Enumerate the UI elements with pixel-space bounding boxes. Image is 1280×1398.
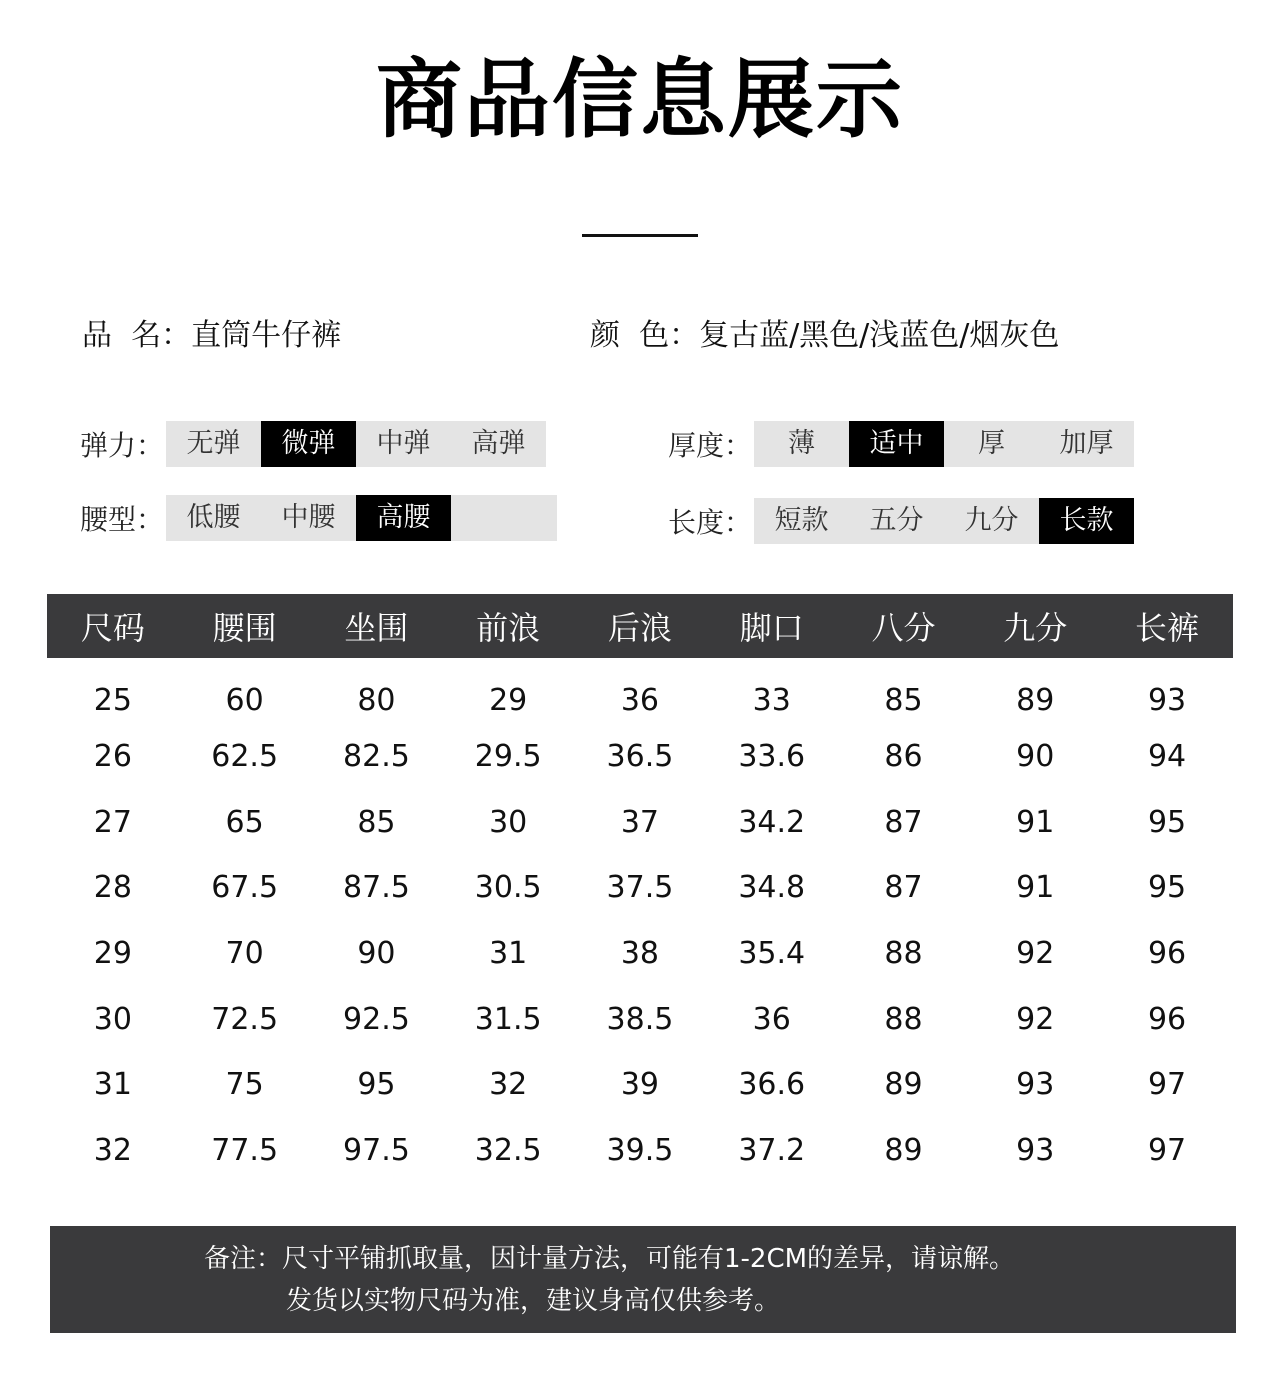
table-cell: 30: [93, 1001, 132, 1037]
table-cell: 39.5: [606, 1133, 674, 1169]
table-cell: 91: [1016, 804, 1055, 840]
elasticity-option-selected: 微弹: [261, 421, 356, 467]
table-cell: 88: [884, 1001, 923, 1037]
note-line-1: 备注：尺寸平铺抓取量，因计量方法，可能有1-2CM的差异，请谅解。: [204, 1244, 1016, 1274]
table-cell: 36.5: [606, 739, 674, 775]
table-header: 后浪: [607, 609, 672, 647]
size-table: [47, 594, 1233, 1184]
table-cell: 95: [357, 1067, 396, 1103]
table-cell: 82.5: [343, 739, 410, 775]
table-cell: 87: [884, 870, 923, 906]
table-cell: 31.5: [474, 1001, 542, 1037]
table-cell: 91: [1016, 870, 1055, 906]
table-cell: 89: [1016, 682, 1055, 718]
table-header: 前浪: [476, 609, 541, 647]
table-cell: 60: [225, 682, 264, 718]
length-option: 短款: [774, 505, 829, 536]
table-cell: 29.5: [474, 739, 542, 775]
table-cell: 25: [93, 682, 132, 718]
table-row: [47, 1052, 1233, 1118]
elasticity-attribute: [80, 421, 546, 467]
table-cell: 33.6: [738, 739, 806, 775]
table-cell: 37: [620, 804, 660, 840]
table-cell: 30.5: [474, 870, 542, 906]
elasticity-option: 中弹: [376, 428, 431, 459]
elasticity-label: 弹力：: [80, 429, 165, 462]
table-cell: 31: [93, 1067, 132, 1103]
table-cell: 88: [884, 936, 923, 972]
table-header-row: [47, 594, 1233, 658]
note-box: [50, 1226, 1236, 1333]
table-cell: 92: [1016, 1001, 1055, 1037]
product-name-value: 直筒牛仔裤: [191, 318, 342, 353]
table-cell: 37.2: [738, 1133, 806, 1169]
thickness-option-selected: 适中: [849, 421, 944, 467]
table-cell: 33: [752, 682, 791, 718]
table-cell: 96: [1147, 936, 1187, 972]
thickness-attribute: [668, 421, 1134, 467]
table-cell: 32: [93, 1133, 132, 1169]
table-cell: 86: [884, 739, 923, 775]
table-cell: 29: [489, 682, 528, 718]
waist-label: 腰型：: [80, 503, 165, 536]
thickness-options: [754, 421, 1134, 467]
table-cell: 97.5: [343, 1133, 410, 1169]
waist-option: 低腰: [186, 502, 241, 533]
table-cell: 85: [357, 804, 396, 840]
length-option-selected: 长款: [1039, 498, 1134, 544]
table-header: 九分: [1003, 609, 1068, 647]
thickness-option: 薄: [788, 428, 815, 459]
table-cell: 26: [93, 739, 132, 775]
table-row: [47, 724, 1233, 790]
table-cell: 94: [1147, 739, 1187, 775]
table-cell: 93: [1016, 1133, 1055, 1169]
table-cell: 29: [93, 936, 132, 972]
table-cell: 87.5: [343, 870, 410, 906]
table-cell: 89: [884, 1133, 923, 1169]
length-options: [754, 498, 1134, 544]
table-cell: 93: [1016, 1067, 1055, 1103]
length-option: 九分: [964, 505, 1019, 536]
title-divider: [582, 234, 698, 237]
table-header: 坐围: [344, 609, 409, 647]
table-cell: 95: [1147, 804, 1187, 840]
table-cell: 95: [1147, 870, 1187, 906]
table-cell: 34.8: [738, 870, 806, 906]
table-cell: 38.5: [606, 1001, 674, 1037]
table-cell: 65: [225, 804, 264, 840]
table-header: 腰围: [212, 609, 277, 647]
table-cell: 30: [489, 804, 528, 840]
thickness-label: 厚度：: [668, 429, 753, 462]
waist-option: 中腰: [281, 502, 336, 533]
table-cell: 31: [489, 936, 528, 972]
elasticity-options: [166, 421, 546, 467]
table-cell: 70: [225, 936, 264, 972]
table-row: [47, 986, 1233, 1052]
table-cell: 92: [1016, 936, 1055, 972]
table-row: [47, 855, 1233, 921]
waist-option-filler: [451, 495, 557, 541]
product-name-label: 品 名：: [82, 318, 192, 353]
thickness-option: 厚: [978, 428, 1005, 459]
table-cell: 90: [357, 936, 396, 972]
table-cell: 75: [225, 1067, 264, 1103]
page-title: 商品信息展示: [376, 50, 904, 150]
table-cell: 36: [620, 682, 660, 718]
table-cell: 32.5: [474, 1133, 542, 1169]
table-cell: 77.5: [211, 1133, 279, 1169]
table-cell: 89: [884, 1067, 923, 1103]
table-cell: 85: [884, 682, 923, 718]
table-cell: 36.6: [738, 1067, 806, 1103]
table-cell: 32: [489, 1067, 528, 1103]
waist-option-selected: 高腰: [356, 495, 451, 541]
table-cell: 92.5: [343, 1001, 410, 1037]
waist-options: [166, 495, 557, 541]
table-cell: 37.5: [606, 870, 674, 906]
elasticity-option: 无弹: [186, 428, 241, 459]
table-cell: 62.5: [211, 739, 279, 775]
table-header: 长裤: [1135, 609, 1200, 647]
table-cell: 67.5: [211, 870, 279, 906]
table-cell: 28: [93, 870, 132, 906]
table-cell: 35.4: [738, 936, 806, 972]
length-attribute: [668, 498, 1134, 544]
table-cell: 97: [1147, 1067, 1187, 1103]
length-option: 五分: [869, 505, 924, 536]
waist-attribute: [80, 495, 557, 541]
table-cell: 27: [93, 804, 132, 840]
product-color-value: 复古蓝/黑色/浅蓝色/烟灰色: [699, 318, 1060, 353]
table-header: 八分: [871, 609, 936, 647]
table-row: [47, 921, 1233, 987]
table-cell: 72.5: [211, 1001, 279, 1037]
elasticity-option: 高弹: [471, 428, 526, 459]
table-row: [47, 658, 1233, 724]
product-color-label: 颜 色：: [590, 318, 700, 353]
table-cell: 36: [752, 1001, 791, 1037]
table-cell: 80: [357, 682, 396, 718]
table-cell: 96: [1147, 1001, 1187, 1037]
length-label: 长度：: [668, 506, 753, 539]
note-line-2: 发货以实物尺码为准，建议身高仅供参考。: [286, 1286, 781, 1316]
table-cell: 87: [884, 804, 923, 840]
table-cell: 34.2: [738, 804, 806, 840]
table-row: [47, 789, 1233, 855]
table-row: [47, 1118, 1233, 1184]
product-color-row: [590, 314, 1059, 358]
table-cell: 93: [1147, 682, 1187, 718]
table-cell: 97: [1147, 1133, 1187, 1169]
table-cell: 38: [620, 936, 660, 972]
table-header: 尺码: [80, 609, 145, 647]
product-name-row: [82, 314, 341, 358]
thickness-option: 加厚: [1059, 428, 1114, 459]
table-header: 脚口: [739, 609, 804, 647]
table-cell: 90: [1016, 739, 1055, 775]
table-cell: 39: [620, 1067, 660, 1103]
